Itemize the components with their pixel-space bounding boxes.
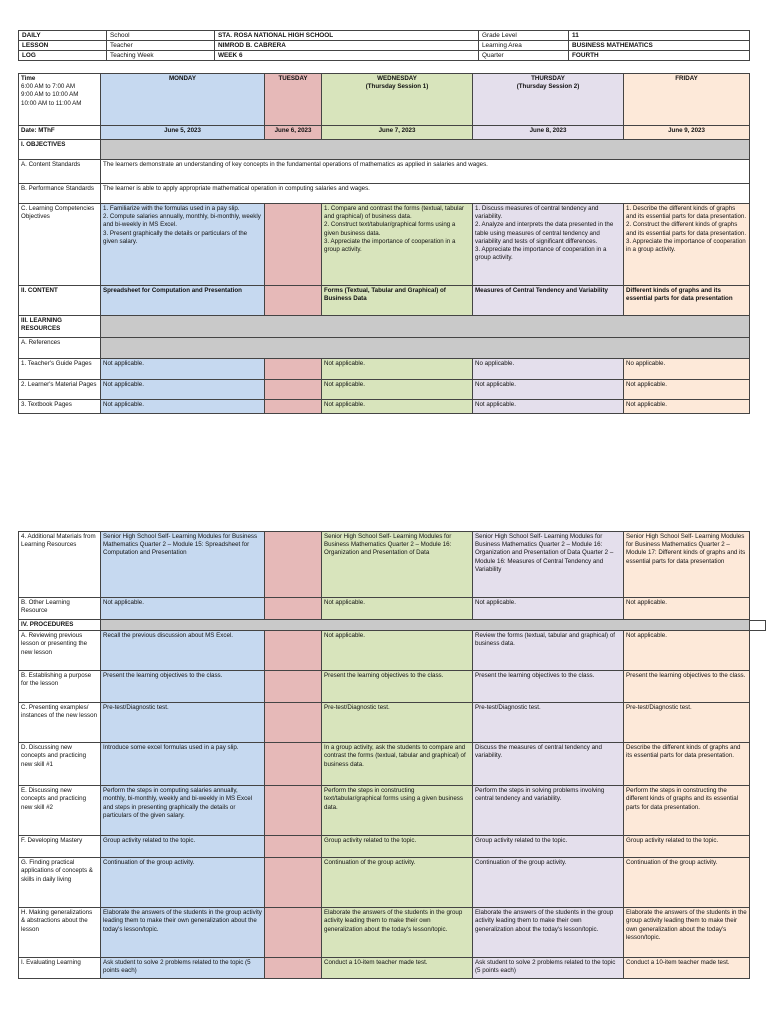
school-label: School (107, 31, 215, 41)
tb-wednesday: Not applicable. (322, 400, 473, 414)
teacher-value: NIMROD B. CABRERA (215, 41, 479, 51)
competency-item: 2. Construct text/tabular/graphical forms using a given business data. (324, 221, 456, 237)
textbook-label: 3. Textbook Pages (19, 400, 101, 414)
competency-item: 2. Compute salaries annually, monthly, bi-monthly, weekly and bi-weekly in MS Excel. (103, 213, 261, 229)
day-wednesday-sub: (Thursday Session 1) (365, 83, 429, 91)
other-tuesday (265, 598, 322, 620)
other-friday: Not applicable. (624, 598, 750, 620)
grade-value: 11 (569, 31, 750, 41)
tb-friday: Not applicable. (624, 400, 750, 414)
time-cell (19, 74, 101, 126)
competency-item: 2. Construct the different kinds of graphs and its essential parts for data presentation. (626, 221, 747, 237)
day-wednesday (322, 74, 473, 126)
proc-a-monday: Recall the previous discussion about MS Excel. (101, 631, 265, 671)
teachers-guide-label: 1. Teacher's Guide Pages (19, 359, 101, 380)
proc-b-thursday: Present the learning objectives to the class. (473, 671, 624, 703)
procedure-h-label: H. Making generalizations & abstractions about the lesson (19, 908, 101, 958)
day-tuesday: TUESDAY (265, 74, 322, 126)
proc-e-monday: Perform the steps in computing salaries annually, monthly, bi-monthly, weekly and bi-weekly in MS Excel and steps in presenting graphically the details or particulars of the given salary. (101, 786, 265, 836)
proc-c-thursday: Pre-test/Diagnostic test. (473, 703, 624, 743)
other-monday: Not applicable. (101, 598, 265, 620)
proc-a-wednesday: Not applicable. (322, 631, 473, 671)
proc-e-friday: Perform the steps in constructing the different kinds of graphs and its essential parts for data presentation. (624, 786, 750, 836)
performance-standards-text: The learner is able to apply appropriate mathematical operation in computing salaries and wages. (101, 184, 750, 204)
content-standards-text: The learners demonstrate an understanding of key concepts in the fundamental operations of mathematics as applied in salaries and wages. (101, 160, 750, 184)
lesson-table-part1 (18, 73, 750, 414)
proc-c-monday: Pre-test/Diagnostic test. (101, 703, 265, 743)
proc-c-wednesday: Pre-test/Diagnostic test. (322, 703, 473, 743)
quarter-label: Quarter (479, 51, 569, 61)
add-tuesday (265, 532, 322, 598)
tg-tuesday (265, 359, 322, 380)
tg-monday: Not applicable. (101, 359, 265, 380)
competency-item: 3. Present graphically the details or particulars of the given salary. (103, 229, 248, 245)
time-label: Time (21, 75, 36, 82)
competencies-friday (624, 204, 750, 286)
quarter-value: FOURTH (569, 51, 750, 61)
date-tuesday: June 6, 2023 (265, 126, 322, 140)
proc-d-thursday: Discuss the measures of central tendency and variability. (473, 743, 624, 786)
competencies-tuesday (265, 204, 322, 286)
resources-heading: III. LEARNING RESOURCES (19, 316, 101, 338)
add-monday: Senior High School Self- Learning Modules for Business Mathematics Quarter 2 – Module 15: Spreadsheet for Computation and Presentation (101, 532, 265, 598)
other-wednesday: Not applicable. (322, 598, 473, 620)
lesson-table-part2 (18, 531, 750, 979)
tg-thursday: No applicable. (473, 359, 624, 380)
add-thursday: Senior High School Self- Learning Modules for Business Mathematics Quarter 2 – Module 16: Organization and Presentation of Data Quarter 2 – Module 16: Measures of Central Tendency and Variability (473, 532, 624, 598)
competency-item: 3. Appreciate the importance of cooperation in a group activity. (324, 237, 456, 254)
content-friday: Different kinds of graphs and its essential parts for data presentation (624, 286, 750, 316)
additional-materials-label: 4. Additional Materials from Learning Resources (19, 532, 101, 598)
dll-title-daily: DAILY (19, 31, 107, 41)
proc-g-wednesday: Continuation of the group activity. (322, 858, 473, 908)
procedures-heading: IV. PROCEDURES (19, 620, 101, 631)
proc-b-tuesday (265, 671, 322, 703)
day-friday: FRIDAY (624, 74, 750, 126)
proc-g-thursday: Continuation of the group activity. (473, 858, 624, 908)
proc-d-friday: Describe the different kinds of graphs and its essential parts for data presentation. (624, 743, 750, 786)
proc-f-friday: Group activity related to the topic. (624, 836, 750, 858)
procedure-a-label: A. Reviewing previous lesson or presenting the new lesson (19, 631, 101, 671)
school-value: STA. ROSA NATIONAL HIGH SCHOOL (215, 31, 479, 41)
proc-i-monday: Ask student to solve 2 problems related to the topic (5 points each) (101, 958, 265, 979)
proc-h-friday: Elaborate the answers of the students in the group activity leading them to make their own generalization about the today's lesson/topic. (624, 908, 750, 958)
objectives-band (101, 140, 750, 160)
content-thursday: Measures of Central Tendency and Variability (473, 286, 624, 316)
lm-wednesday: Not applicable. (322, 380, 473, 400)
tg-friday: No applicable. (624, 359, 750, 380)
dll-title-log: LOG (19, 51, 107, 61)
time-slot: 10:00 AM to 11:00 AM (21, 99, 82, 107)
lm-friday: Not applicable. (624, 380, 750, 400)
competency-item: 1. Compare and contrast the forms (textual, tabular and graphical) of business data. (324, 205, 464, 221)
proc-c-friday: Pre-test/Diagnostic test. (624, 703, 750, 743)
tg-wednesday: Not applicable. (322, 359, 473, 380)
dll-title-lesson: LESSON (19, 41, 107, 51)
competency-item: 3. Appreciate the importance of cooperation in a group activity. (475, 246, 607, 262)
other-resource-label: B. Other Learning Resource (19, 598, 101, 620)
proc-i-tuesday (265, 958, 322, 979)
proc-h-thursday: Elaborate the answers of the students in the group activity leading them to make their own generalization about the today's lesson/topic. (473, 908, 624, 958)
time-slot: 9:00 AM to 10:00 AM (21, 91, 79, 99)
proc-c-tuesday (265, 703, 322, 743)
procedure-c-label: C. Presenting examples/ instances of the new lesson (19, 703, 101, 743)
proc-h-monday: Elaborate the answers of the students in the group activity leading them to make their own generalization about the today's lesson/topic. (101, 908, 265, 958)
time-slot: 6:00 AM to 7:00 AM (21, 83, 76, 91)
week-label: Teaching Week (107, 51, 215, 61)
procedure-d-label: D. Discussing new concepts and practicing new skill #1 (19, 743, 101, 786)
objectives-heading: I. OBJECTIVES (19, 140, 101, 160)
resources-band (101, 316, 750, 338)
procedures-band-overhang (749, 620, 766, 631)
proc-e-thursday: Perform the steps in solving problems involving central tendency and variability. (473, 786, 624, 836)
proc-i-thursday: Ask student to solve 2 problems related to the topic (5 points each) (473, 958, 624, 979)
add-friday: Senior High School Self- Learning Modules for Business Mathematics Quarter 2 – Module 17: Different kinds of graphs and its essential parts for data presentation (624, 532, 750, 598)
content-standards-label: A. Content Standards (19, 160, 101, 184)
lm-monday: Not applicable. (101, 380, 265, 400)
procedure-b-label: B. Establishing a purpose for the lesson (19, 671, 101, 703)
competencies-wednesday (322, 204, 473, 286)
references-band (101, 338, 750, 359)
procedure-e-label: E. Discussing new concepts and practicing new skill #2 (19, 786, 101, 836)
teacher-label: Teacher (107, 41, 215, 51)
header-table (18, 30, 750, 61)
day-thursday (473, 74, 624, 126)
content-wednesday: Forms (Textual, Tabular and Graphical) of Business Data (322, 286, 473, 316)
competencies-label: C. Learning Competencies Objectives (19, 204, 101, 286)
procedure-f-label: F. Developing Mastery (19, 836, 101, 858)
proc-i-friday: Conduct a 10-item teacher made test. (624, 958, 750, 979)
grade-label: Grade Level (479, 31, 569, 41)
content-monday: Spreadsheet for Computation and Presentation (101, 286, 265, 316)
proc-e-wednesday: Perform the steps in constructing text/tabular/graphical forms using a given business data. (322, 786, 473, 836)
tb-monday: Not applicable. (101, 400, 265, 414)
content-label: II. CONTENT (19, 286, 101, 316)
procedure-g-label: G. Finding practical applications of concepts & skills in daily living (19, 858, 101, 908)
area-value: BUSINESS MATHEMATICS (569, 41, 750, 51)
proc-d-wednesday: In a group activity, ask the students to compare and contrast the forms (textual, tabular and graphical) of business data. (322, 743, 473, 786)
performance-standards-label: B. Performance Standards (19, 184, 101, 204)
learners-material-label: 2. Learner's Material Pages (19, 380, 101, 400)
proc-i-wednesday: Conduct a 10-item teacher made test. (322, 958, 473, 979)
proc-a-friday: Not applicable. (624, 631, 750, 671)
proc-g-friday: Continuation of the group activity. (624, 858, 750, 908)
proc-b-monday: Present the learning objectives to the class. (101, 671, 265, 703)
competencies-monday (101, 204, 265, 286)
proc-a-thursday: Review the forms (textual, tabular and graphical) of business data. (473, 631, 624, 671)
competencies-thursday (473, 204, 624, 286)
proc-f-tuesday (265, 836, 322, 858)
tb-thursday: Not applicable. (473, 400, 624, 414)
content-tuesday (265, 286, 322, 316)
day-wednesday-name: WEDNESDAY (377, 75, 417, 82)
day-thursday-sub: (Thursday Session 2) (516, 83, 580, 91)
proc-g-monday: Continuation of the group activity. (101, 858, 265, 908)
lm-tuesday (265, 380, 322, 400)
proc-g-tuesday (265, 858, 322, 908)
date-monday: June 5, 2023 (101, 126, 265, 140)
date-thursday: June 8, 2023 (473, 126, 624, 140)
other-thursday: Not applicable. (473, 598, 624, 620)
references-label: A. References (19, 338, 101, 359)
proc-h-tuesday (265, 908, 322, 958)
tb-tuesday (265, 400, 322, 414)
competency-item: 1. Familiarize with the formulas used in a pay slip. (103, 205, 240, 212)
competency-item: 2. Analyze and interprets the data presented in the table using measures of central tendency and variability and tests of significant differences. (475, 221, 614, 245)
day-thursday-name: THURSDAY (531, 75, 565, 82)
competency-item: 1. Describe the different kinds of graphs and its essential parts for data presentation. (626, 205, 747, 221)
proc-f-thursday: Group activity related to the topic. (473, 836, 624, 858)
proc-b-wednesday: Present the learning objectives to the class. (322, 671, 473, 703)
area-label: Learning Area (479, 41, 569, 51)
proc-e-tuesday (265, 786, 322, 836)
proc-h-wednesday: Elaborate the answers of the students in the group activity leading them to make their own generalization about the today's lesson/topic. (322, 908, 473, 958)
week-value: WEEK 6 (215, 51, 479, 61)
procedures-band (101, 620, 750, 631)
day-monday: MONDAY (101, 74, 265, 126)
add-wednesday: Senior High School Self- Learning Modules for Business Mathematics Quarter 2 – Module 16: Organization and Presentation of Data (322, 532, 473, 598)
proc-f-wednesday: Group activity related to the topic. (322, 836, 473, 858)
proc-b-friday: Present the learning objectives to the class. (624, 671, 750, 703)
proc-f-monday: Group activity related to the topic. (101, 836, 265, 858)
competency-item: 3. Appreciate the importance of cooperation in a group activity. (626, 237, 746, 254)
date-wednesday: June 7, 2023 (322, 126, 473, 140)
proc-d-tuesday (265, 743, 322, 786)
date-friday: June 9, 2023 (624, 126, 750, 140)
lm-thursday: Not applicable. (473, 380, 624, 400)
date-label: Date: MThF (19, 126, 101, 140)
procedure-i-label: I. Evaluating Learning (19, 958, 101, 979)
proc-d-monday: Introduce some excel formulas used in a pay slip. (101, 743, 265, 786)
competency-item: 1. Discuss measures of central tendency and variability. (475, 205, 599, 221)
proc-a-tuesday (265, 631, 322, 671)
